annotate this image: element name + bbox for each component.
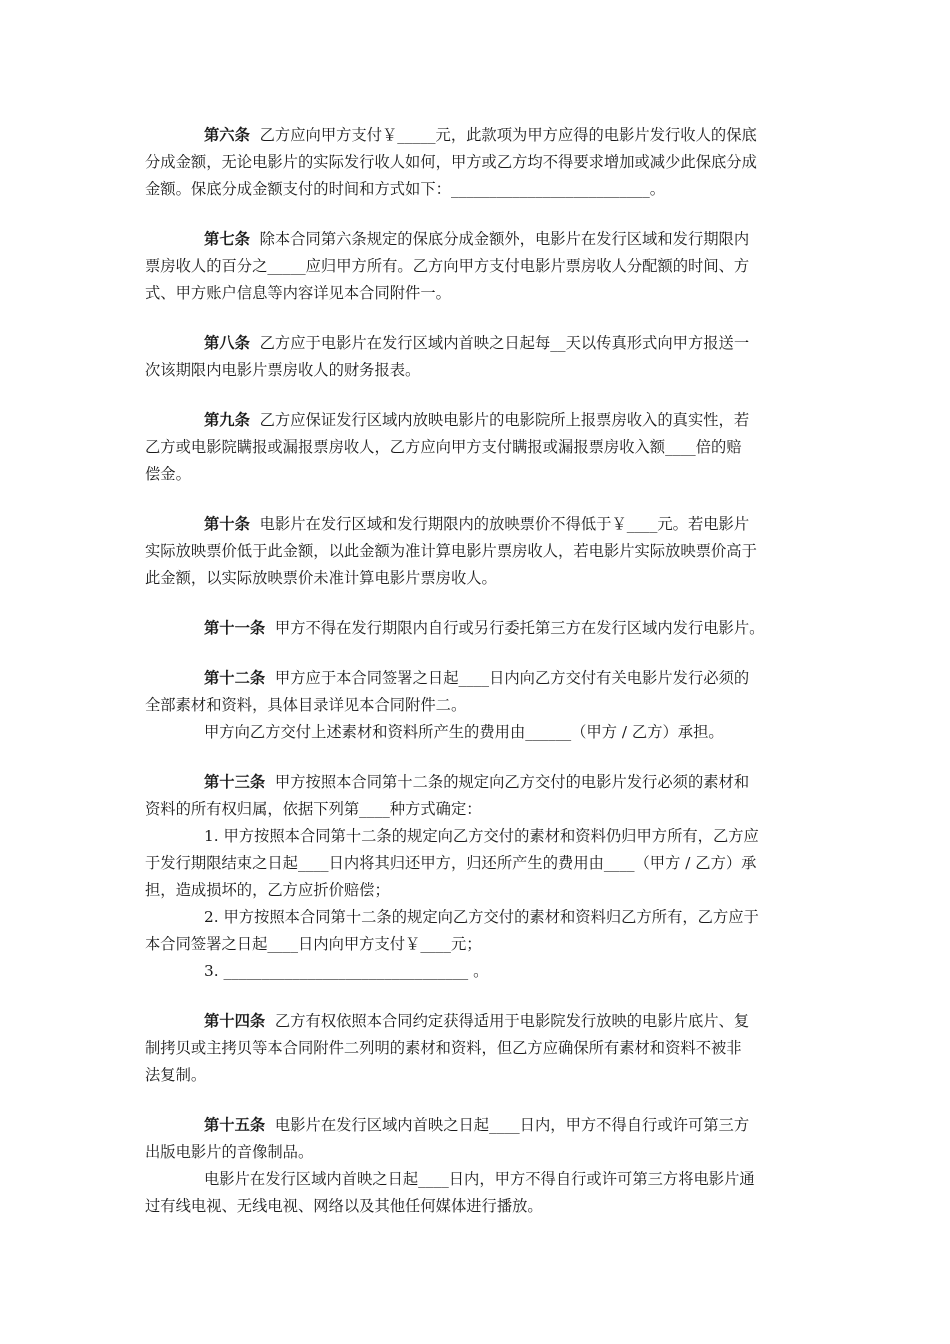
- clause-text: 偿金。: [145, 465, 191, 483]
- option-1-text: 于发行期限结束之日起____日内将其归还甲方，归还所产生的费用由____（甲方 / 乙方）承: [145, 854, 757, 872]
- clause-text: 乙方应向甲方支付￥_____元，此款项为甲方应得的电影片发行收人的保底: [249, 126, 757, 144]
- clause-heading: 第十二条: [204, 669, 266, 687]
- option-2-text: 本合同签署之日起____日内向甲方支付￥____元；: [145, 935, 482, 953]
- option-1-text: 1. 甲方按照本合同第十二条的规定向乙方交付的素材和资料仍归甲方所有，乙方应: [204, 827, 759, 845]
- clause-text: 实际放映票价低于此金额，以此金额为准计算电影片票房收人，若电影片实际放映票价高于: [145, 542, 757, 560]
- option-3-text: 3. ________________________________ 。: [204, 962, 489, 980]
- clause-12: [145, 665, 810, 746]
- clause-heading: 第九条: [204, 411, 250, 429]
- clause-10: [145, 511, 810, 592]
- clause-text: 出版电影片的音像制品。: [145, 1143, 314, 1161]
- clause-text: 乙方应于电影片在发行区域内首映之日起每__天以传真形式向甲方报送一: [249, 334, 750, 352]
- clause-text: 除本合同第六条规定的保底分成金额外，电影片在发行区域和发行期限内: [249, 230, 750, 248]
- clause-heading: 第七条: [204, 230, 250, 248]
- clause-11: [145, 615, 810, 642]
- clause-text: 甲方向乙方交付上述素材和资料所产生的费用由______（甲方 / 乙方）承担。: [204, 723, 724, 741]
- clause-text: 乙方或电影院瞒报或漏报票房收人，乙方应向甲方支付瞒报或漏报票房收入额____倍的赔: [145, 438, 742, 456]
- clause-8: [145, 330, 810, 384]
- clause-heading: 第八条: [204, 334, 250, 352]
- clause-13: [145, 769, 810, 985]
- clause-text: 分成金额，无论电影片的实际发行收人如何，甲方或乙方均不得要求增加或减少此保底分成: [145, 153, 757, 171]
- clause-9: [145, 407, 810, 488]
- clause-text: 此金额，以实际放映票价未准计算电影片票房收人。: [145, 569, 497, 587]
- clause-text: 式、甲方账户信息等内容详见本合同附件一。: [145, 284, 451, 302]
- clause-text: 乙方应保证发行区域内放映电影片的电影院所上报票房收入的真实性，若: [249, 411, 750, 429]
- clause-heading: 第十三条: [204, 773, 266, 791]
- clause-text: 甲方应于本合同签署之日起____日内向乙方交付有关电影片发行必须的: [265, 669, 750, 687]
- clause-heading: 第十五条: [204, 1116, 266, 1134]
- clause-text: 甲方不得在发行期限内自行或另行委托第三方在发行区域内发行电影片。: [265, 619, 765, 637]
- clause-heading: 第十条: [204, 515, 250, 533]
- clause-text: 乙方有权依照本合同约定获得适用于电影院发行放映的电影片底片、复: [265, 1012, 750, 1030]
- contract-page: [145, 122, 810, 1243]
- clause-15: [145, 1112, 810, 1220]
- clause-text: 次该期限内电影片票房收人的财务报表。: [145, 361, 421, 379]
- clause-text: 甲方按照本合同第十二条的规定向乙方交付的电影片发行必须的素材和: [265, 773, 750, 791]
- clause-text: 电影片在发行区域和发行期限内的放映票价不得低于￥____元。若电影片: [249, 515, 750, 533]
- clause-text: 法复制。: [145, 1066, 207, 1084]
- clause-text: 资料的所有权归属，依据下列第____种方式确定：: [145, 800, 482, 818]
- option-2-text: 2. 甲方按照本合同第十二条的规定向乙方交付的素材和资料归乙方所有，乙方应于: [204, 908, 759, 926]
- clause-heading: 第十四条: [204, 1012, 266, 1030]
- clause-text: 金额。保底分成金额支付的时间和方式如下：__________________________。: [145, 180, 666, 198]
- clause-text: 票房收人的百分之_____应归甲方所有。乙方向甲方支付电影片票房收人分配额的时间、方: [145, 257, 750, 275]
- clause-heading: 第十一条: [204, 619, 266, 637]
- clause-7: [145, 226, 810, 307]
- clause-14: [145, 1008, 810, 1089]
- clause-heading: 第六条: [204, 126, 250, 144]
- clause-text: 制拷贝或主拷贝等本合同附件二列明的素材和资料，但乙方应确保所有素材和资料不被非: [145, 1039, 742, 1057]
- option-1-text: 担，造成损坏的，乙方应折价赔偿；: [145, 881, 390, 899]
- clause-text: 电影片在发行区域内首映之日起____日内，甲方不得自行或许可第三方: [265, 1116, 750, 1134]
- clause-text: 电影片在发行区域内首映之日起____日内，甲方不得自行或许可第三方将电影片通: [204, 1170, 755, 1188]
- clause-text: 全部素材和资料，具体目录详见本合同附件二。: [145, 696, 467, 714]
- clause-6: [145, 122, 810, 203]
- clause-text: 过有线电视、无线电视、网络以及其他任何媒体进行播放。: [145, 1197, 543, 1215]
